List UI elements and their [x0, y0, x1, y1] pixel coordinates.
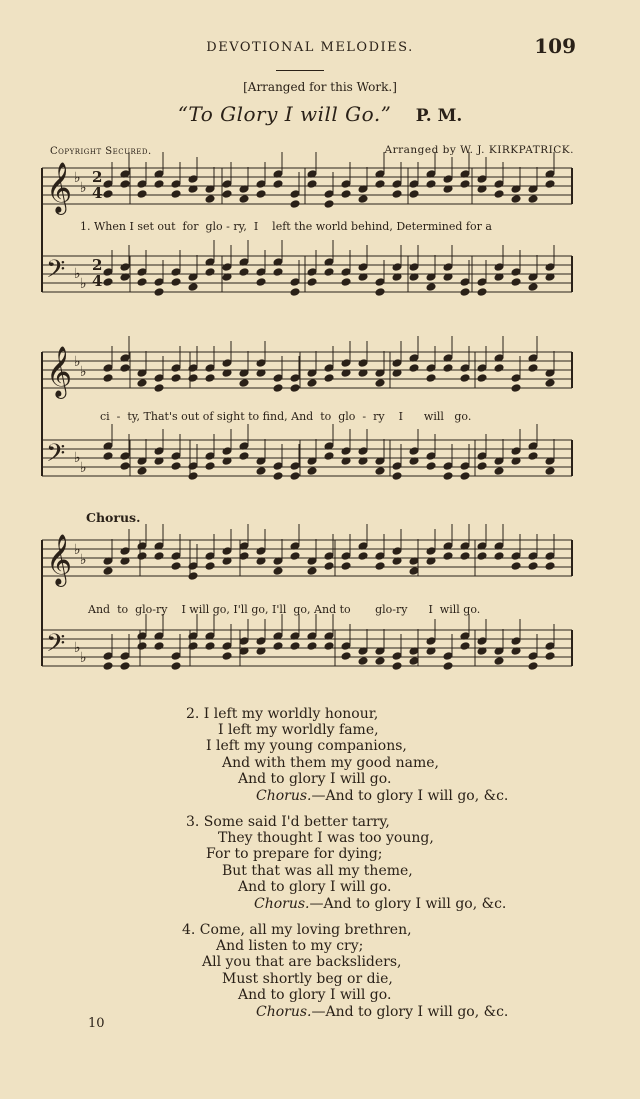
note-head	[460, 462, 470, 471]
note-head	[103, 278, 113, 287]
note-head	[137, 467, 147, 476]
note-head	[324, 452, 334, 461]
note-head	[426, 547, 436, 556]
note-head	[256, 268, 266, 277]
note-head	[171, 562, 181, 571]
note-head	[426, 374, 436, 383]
note-head	[171, 190, 181, 199]
note-head	[290, 288, 300, 297]
note-head	[205, 462, 215, 471]
note-head	[154, 180, 164, 189]
note-head	[477, 637, 487, 646]
note-head	[528, 452, 538, 461]
note-head	[477, 462, 487, 471]
note-head	[324, 364, 334, 373]
note-head	[154, 447, 164, 456]
verse-line: And listen to my cry;	[216, 938, 364, 954]
note-head	[273, 180, 283, 189]
note-head	[307, 278, 317, 287]
note-head	[392, 263, 402, 272]
treble-clef-icon: 𝄞	[46, 534, 73, 585]
note-head	[443, 472, 453, 481]
note-head	[307, 268, 317, 277]
note-head	[392, 359, 402, 368]
chorus-ref-label: Chorus.	[256, 788, 312, 804]
note-head	[511, 268, 521, 277]
note-head	[171, 452, 181, 461]
verse-chorus-ref	[256, 1004, 508, 1021]
verse-chorus-ref	[254, 896, 506, 913]
note-head	[460, 642, 470, 651]
note-head	[477, 364, 487, 373]
folio: 10	[88, 1016, 105, 1031]
note-head	[188, 283, 198, 292]
note-head	[273, 567, 283, 576]
note-head	[426, 180, 436, 189]
note-head	[154, 552, 164, 561]
chorus-ref-text: —And to glory I will go, &c.	[311, 1004, 509, 1020]
note-head	[137, 642, 147, 651]
note-head	[171, 364, 181, 373]
note-head	[103, 180, 113, 189]
note-head	[205, 642, 215, 651]
note-head	[239, 452, 249, 461]
verse-line: They thought I was too young,	[218, 830, 434, 846]
note-head	[545, 552, 555, 561]
note-head	[205, 268, 215, 277]
note-head	[341, 552, 351, 561]
note-head	[307, 567, 317, 576]
note-head	[477, 175, 487, 184]
note-head	[341, 180, 351, 189]
note-head	[324, 268, 334, 277]
note-head	[307, 467, 317, 476]
flat-icon: ♭	[74, 542, 81, 558]
note-head	[460, 472, 470, 481]
note-head	[120, 452, 130, 461]
note-head	[290, 374, 300, 383]
verse-line: And to glory I will go.	[238, 987, 392, 1003]
note-head	[426, 364, 436, 373]
note-head	[511, 562, 521, 571]
note-head	[409, 447, 419, 456]
note-head	[375, 467, 385, 476]
treble-clef-icon: 𝄞	[46, 162, 73, 213]
flat-icon: ♭	[80, 364, 87, 380]
note-head	[171, 662, 181, 671]
flat-icon: ♭	[80, 552, 87, 568]
note-head	[375, 379, 385, 388]
note-head	[137, 552, 147, 561]
note-head	[426, 637, 436, 646]
note-head	[426, 462, 436, 471]
note-head	[341, 642, 351, 651]
note-head	[222, 180, 232, 189]
note-head	[528, 283, 538, 292]
note-head	[239, 552, 249, 561]
note-head	[545, 562, 555, 571]
note-head	[324, 552, 334, 561]
note-head	[528, 662, 538, 671]
note-head	[443, 462, 453, 471]
note-head	[409, 190, 419, 199]
note-head	[222, 652, 232, 661]
note-head	[341, 562, 351, 571]
note-head	[171, 278, 181, 287]
note-head	[477, 552, 487, 561]
page-number: 109	[534, 34, 576, 58]
note-head	[307, 642, 317, 651]
note-head	[341, 359, 351, 368]
verse-chorus-ref	[256, 788, 508, 805]
note-head	[120, 662, 130, 671]
note-head	[120, 652, 130, 661]
note-head	[205, 195, 215, 204]
note-head	[171, 374, 181, 383]
note-head	[256, 467, 266, 476]
note-head	[426, 452, 436, 461]
note-head	[137, 180, 147, 189]
note-head	[256, 359, 266, 368]
note-head	[443, 662, 453, 671]
treble-clef-icon: 𝄞	[46, 346, 73, 397]
song-meter: P. M.	[415, 106, 463, 126]
note-head	[171, 652, 181, 661]
note-head	[171, 268, 181, 277]
flat-icon: ♭	[74, 640, 81, 656]
note-head	[205, 552, 215, 561]
note-head	[477, 452, 487, 461]
note-head	[120, 547, 130, 556]
note-head	[511, 637, 521, 646]
note-head	[222, 642, 232, 651]
note-head	[511, 552, 521, 561]
note-head	[392, 180, 402, 189]
note-head	[290, 190, 300, 199]
note-head	[443, 552, 453, 561]
note-head	[307, 379, 317, 388]
note-head	[375, 180, 385, 189]
note-head	[460, 374, 470, 383]
note-head	[120, 364, 130, 373]
note-head	[511, 447, 521, 456]
note-head	[528, 652, 538, 661]
note-head	[256, 278, 266, 287]
note-head	[205, 364, 215, 373]
note-head	[103, 662, 113, 671]
note-head	[392, 462, 402, 471]
lyrics-line-2: ci - ty, That's out of sight to find, And to glo - ry I will go.	[100, 410, 472, 423]
note-head	[494, 657, 504, 666]
note-head	[375, 657, 385, 666]
note-head	[409, 364, 419, 373]
note-head	[443, 175, 453, 184]
time-signature: 4	[92, 184, 103, 202]
note-head	[290, 472, 300, 481]
note-head	[103, 268, 113, 277]
verse-line: And to glory I will go.	[238, 879, 392, 895]
note-head	[494, 180, 504, 189]
note-head	[256, 190, 266, 199]
chorus-ref-label: Chorus.	[256, 1004, 312, 1020]
note-head	[392, 662, 402, 671]
note-head	[205, 452, 215, 461]
verse-line: And with them my good name,	[222, 755, 439, 771]
verse-line: For to prepare for dying;	[206, 846, 383, 862]
note-head	[103, 567, 113, 576]
note-head	[443, 652, 453, 661]
note-head	[273, 472, 283, 481]
note-head	[528, 562, 538, 571]
note-head	[103, 652, 113, 661]
note-head	[273, 268, 283, 277]
note-head	[341, 268, 351, 277]
note-head	[477, 278, 487, 287]
note-head	[409, 657, 419, 666]
note-head	[103, 364, 113, 373]
note-head	[205, 562, 215, 571]
copyright-notice: Copyright Secured.	[50, 146, 152, 157]
note-head	[154, 278, 164, 287]
song-title: “To Glory I will Go.”	[177, 102, 392, 126]
note-head	[392, 472, 402, 481]
note-head	[511, 374, 521, 383]
note-head	[358, 359, 368, 368]
note-head	[443, 263, 453, 272]
note-head	[120, 180, 130, 189]
note-head	[392, 547, 402, 556]
note-head	[171, 552, 181, 561]
flat-icon: ♭	[80, 460, 87, 476]
note-head	[494, 467, 504, 476]
note-head	[460, 180, 470, 189]
note-head	[545, 652, 555, 661]
note-head	[545, 180, 555, 189]
arranged-note: [Arranged for this Work.]	[243, 80, 397, 94]
note-head	[375, 552, 385, 561]
note-head	[409, 263, 419, 272]
time-signature: 2	[92, 256, 103, 274]
note-head	[256, 547, 266, 556]
note-head	[222, 547, 232, 556]
note-head	[290, 200, 300, 209]
chorus-ref-label: Chorus.	[254, 896, 310, 912]
note-head	[375, 562, 385, 571]
note-head	[290, 552, 300, 561]
note-head	[103, 452, 113, 461]
note-head	[256, 180, 266, 189]
note-head	[426, 283, 436, 292]
note-head	[222, 447, 232, 456]
note-head	[205, 374, 215, 383]
note-head	[392, 652, 402, 661]
verse-line: 3. Some said I'd better tarry,	[186, 814, 390, 830]
note-head	[273, 374, 283, 383]
verse-line: 2. I left my worldly honour,	[186, 706, 379, 722]
note-head	[154, 374, 164, 383]
note-head	[494, 263, 504, 272]
note-head	[324, 200, 334, 209]
flat-icon: ♭	[80, 180, 87, 196]
note-head	[324, 190, 334, 199]
flat-icon: ♭	[74, 170, 81, 186]
note-head	[324, 562, 334, 571]
note-head	[154, 288, 164, 297]
note-head	[545, 263, 555, 272]
note-head	[494, 552, 504, 561]
note-head	[239, 268, 249, 277]
verse-line: I left my young companions,	[206, 738, 407, 754]
note-head	[171, 180, 181, 189]
chorus-label: Chorus.	[86, 510, 141, 525]
note-head	[256, 637, 266, 646]
note-head	[341, 190, 351, 199]
note-head	[358, 447, 368, 456]
verse-line: 4. Come, all my loving brethren,	[182, 922, 412, 938]
note-head	[239, 195, 249, 204]
note-head	[222, 190, 232, 199]
flat-icon: ♭	[74, 266, 81, 282]
note-head	[528, 195, 538, 204]
lyrics-line-3: And to glo-ry I will go, I'll go, I'll go, And to glo-ry I will go.	[88, 603, 481, 616]
note-head	[103, 374, 113, 383]
note-head	[375, 288, 385, 297]
note-head	[290, 384, 300, 393]
note-head	[188, 175, 198, 184]
note-head	[528, 364, 538, 373]
verse-line: Must shortly beg or die,	[222, 971, 393, 987]
note-head	[222, 359, 232, 368]
chorus-ref-text: —And to glory I will go, &c.	[309, 896, 507, 912]
note-head	[460, 288, 470, 297]
note-head	[392, 190, 402, 199]
note-head	[137, 379, 147, 388]
note-head	[273, 462, 283, 471]
time-signature: 4	[92, 272, 103, 290]
note-head	[375, 278, 385, 287]
note-head	[290, 462, 300, 471]
note-head	[154, 642, 164, 651]
note-head	[409, 180, 419, 189]
note-head	[273, 642, 283, 651]
note-head	[239, 379, 249, 388]
note-head	[443, 364, 453, 373]
note-head	[290, 278, 300, 287]
bass-clef-icon: 𝄢	[46, 439, 66, 474]
note-head	[477, 288, 487, 297]
note-head	[103, 190, 113, 199]
flat-icon: ♭	[74, 354, 81, 370]
note-head	[409, 567, 419, 576]
verse-line: All you that are backsliders,	[202, 954, 402, 970]
note-head	[307, 180, 317, 189]
bass-clef-icon: 𝄢	[46, 255, 66, 290]
note-head	[137, 190, 147, 199]
note-head	[290, 642, 300, 651]
note-head	[341, 652, 351, 661]
time-signature: 2	[92, 168, 103, 186]
note-head	[358, 657, 368, 666]
note-head	[545, 467, 555, 476]
note-head	[494, 364, 504, 373]
note-head	[324, 374, 334, 383]
chorus-ref-text: —And to glory I will go, &c.	[311, 788, 509, 804]
bass-clef-icon: 𝄢	[46, 629, 66, 664]
note-head	[137, 278, 147, 287]
note-head	[545, 642, 555, 651]
note-head	[341, 447, 351, 456]
note-head	[511, 195, 521, 204]
note-head	[222, 263, 232, 272]
arranger-credit: Arranged by W. J. KIRKPATRICK.	[384, 144, 574, 156]
note-head	[528, 552, 538, 561]
running-title: DEVOTIONAL MELODIES.	[206, 40, 414, 55]
note-head	[358, 195, 368, 204]
note-head	[273, 384, 283, 393]
flat-icon: ♭	[74, 450, 81, 466]
note-head	[511, 384, 521, 393]
note-head	[324, 642, 334, 651]
note-head	[460, 278, 470, 287]
note-head	[239, 637, 249, 646]
note-head	[494, 190, 504, 199]
note-head	[341, 278, 351, 287]
verse-line: But that was all my theme,	[222, 863, 413, 879]
note-head	[511, 278, 521, 287]
note-head	[477, 374, 487, 383]
note-head	[171, 462, 181, 471]
note-head	[120, 462, 130, 471]
note-head	[460, 552, 470, 561]
verse-line: And to glory I will go.	[238, 771, 392, 787]
note-head	[154, 384, 164, 393]
note-head	[358, 552, 368, 561]
verse-line: I left my worldly fame,	[218, 722, 379, 738]
note-head	[545, 379, 555, 388]
lyrics-line-1: 1. When I set out for glo - ry, I left the world behind, Determined for a	[80, 220, 492, 233]
note-head	[137, 268, 147, 277]
note-head	[460, 364, 470, 373]
flat-icon: ♭	[80, 650, 87, 666]
note-head	[120, 263, 130, 272]
note-head	[358, 263, 368, 272]
flat-icon: ♭	[80, 276, 87, 292]
